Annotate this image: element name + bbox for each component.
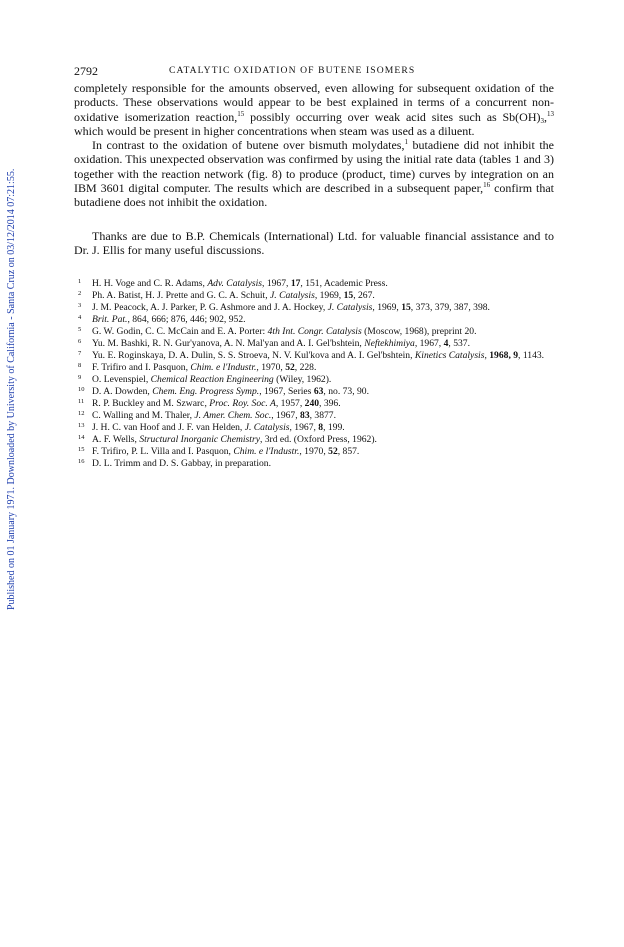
reference-number: 9 bbox=[78, 374, 82, 382]
citation-marker: 16 bbox=[483, 181, 491, 190]
reference-text: , 1967, bbox=[289, 422, 319, 434]
reference-item bbox=[74, 338, 554, 350]
reference-pages: , 396. bbox=[319, 398, 341, 410]
reference-volume: 1968, 9 bbox=[489, 350, 519, 362]
paragraph-butadiene bbox=[74, 138, 554, 209]
reference-item bbox=[74, 314, 554, 326]
reference-authors: Ph. A. Batist, H. J. Prette and G. C. A. Schuit, bbox=[92, 290, 271, 302]
reference-number: 5 bbox=[78, 326, 82, 334]
reference-pages: , no. 73, 90. bbox=[323, 386, 369, 398]
reference-item bbox=[74, 434, 554, 446]
paragraph-text: possibly occurring over weak acid sites such as Sb(OH) bbox=[244, 109, 541, 124]
reference-text: , 1967, bbox=[271, 410, 301, 422]
reference-list bbox=[74, 278, 554, 470]
reference-item bbox=[74, 398, 554, 410]
paragraph-text: which would be present in higher concentrations when steam was used as a diluent. bbox=[74, 123, 475, 138]
reference-item bbox=[74, 410, 554, 422]
reference-text: , 3rd ed. (Oxford Press, 1962). bbox=[259, 434, 377, 446]
reference-pages: , 228. bbox=[294, 362, 317, 374]
reference-text: (Moscow, 1968), preprint 20. bbox=[361, 326, 477, 338]
reference-number: 8 bbox=[78, 362, 82, 370]
reference-volume: 83 bbox=[300, 410, 310, 422]
reference-text: , 1970, bbox=[256, 362, 286, 374]
reference-text: , 864, 666; 876, 446; 902, 952. bbox=[127, 314, 246, 326]
reference-text: , 1969, bbox=[372, 302, 402, 314]
reference-number: 13 bbox=[78, 422, 85, 430]
reference-text: , 1969, bbox=[314, 290, 344, 302]
reference-number: 6 bbox=[78, 338, 82, 346]
reference-pages: , 1143. bbox=[518, 350, 545, 362]
reference-volume: 15 bbox=[343, 290, 354, 302]
reference-journal: 4th Int. Congr. Catalysis bbox=[267, 326, 362, 338]
reference-text: , 1967, bbox=[262, 278, 291, 290]
citation-marker: 15 bbox=[237, 109, 245, 118]
reference-volume: 4 bbox=[443, 338, 449, 350]
reference-number: 15 bbox=[78, 446, 85, 454]
reference-authors: D. A. Dowden, bbox=[92, 386, 153, 398]
citation-marker: 13 bbox=[547, 109, 554, 118]
reference-pages: , 151, Academic Press. bbox=[300, 278, 388, 290]
reference-item bbox=[74, 278, 554, 290]
reference-authors: Yu. M. Bashki, R. N. Gur'yanova, A. N. Mal'yan and A. I. Gel'bshtein, bbox=[92, 338, 365, 350]
reference-journal: Structural Inorganic Chemistry bbox=[139, 434, 260, 446]
reference-journal: J. Amer. Chem. Soc. bbox=[194, 410, 272, 422]
reference-journal: Neftekhimiya bbox=[364, 338, 415, 350]
reference-item bbox=[74, 386, 554, 398]
reference-authors: R. P. Buckley and M. Szwarc, bbox=[92, 398, 210, 410]
reference-text: , bbox=[484, 350, 490, 362]
reference-journal: J. Catalysis bbox=[244, 422, 290, 434]
citation-marker: 1 bbox=[404, 138, 408, 147]
reference-volume: 15 bbox=[401, 302, 411, 314]
paragraph-isomerization bbox=[74, 81, 554, 138]
reference-authors: G. W. Godin, C. C. McCain and E. A. Porter: bbox=[92, 326, 268, 338]
acknowledgements: Thanks are due to B.P. Chemicals (International) Ltd. for valuable financial assistance and to Dr. J. Ellis for many useful discussions. bbox=[74, 228, 554, 257]
reference-pages: , 267. bbox=[353, 290, 375, 302]
reference-journal: Chemical Reaction Engineering bbox=[150, 374, 274, 386]
reference-authors: F. Trifiro and I. Pasquon, bbox=[92, 362, 191, 374]
reference-journal: J. Catalysis bbox=[327, 302, 373, 314]
reference-volume: 52 bbox=[328, 446, 338, 458]
reference-item bbox=[74, 290, 554, 302]
reference-authors: J. H. C. van Hoof and J. F. van Helden, bbox=[92, 422, 245, 434]
paragraph-text: confirm that butadiene does not inhibit the oxidation. bbox=[74, 181, 554, 210]
reference-item bbox=[74, 326, 554, 338]
reference-number: 4 bbox=[78, 314, 82, 322]
reference-text: , 1967, Series bbox=[259, 386, 314, 398]
reference-journal: Chim. e l'Industr. bbox=[190, 362, 257, 374]
reference-item bbox=[74, 350, 554, 362]
reference-volume: 52 bbox=[285, 362, 295, 374]
reference-pages: , 537. bbox=[448, 338, 470, 350]
subscript: 3 bbox=[540, 116, 544, 125]
reference-item bbox=[74, 458, 554, 470]
paragraph-text: , bbox=[544, 109, 547, 124]
reference-journal: Chem. Eng. Progress Symp. bbox=[152, 386, 260, 398]
reference-volume: 240 bbox=[304, 398, 320, 410]
reference-number: 10 bbox=[78, 386, 85, 394]
reference-journal: Brit. Pat. bbox=[92, 314, 128, 326]
reference-number: 1 bbox=[78, 278, 82, 286]
reference-number: 14 bbox=[78, 434, 85, 442]
reference-number: 2 bbox=[78, 290, 82, 298]
reference-authors: Yu. E. Roginskaya, D. A. Dulin, S. S. Stroeva, N. V. Kul'kova and A. I. Gel'bshtein, bbox=[92, 350, 415, 362]
reference-authors: O. Levenspiel, bbox=[92, 374, 151, 386]
reference-number: 11 bbox=[78, 398, 85, 406]
reference-number: 3 bbox=[78, 302, 82, 310]
paragraph-text: In contrast to the oxidation of butene over bismuth molydates, bbox=[92, 138, 405, 153]
reference-journal: J. Catalysis bbox=[270, 290, 315, 302]
reference-journal: Kinetics Catalysis bbox=[414, 350, 485, 362]
reference-authors: J. M. Peacock, A. J. Parker, P. G. Ashmore and J. A. Hockey, bbox=[92, 302, 328, 314]
reference-item bbox=[74, 362, 554, 374]
reference-journal: Chim. e l'Industr. bbox=[233, 446, 300, 458]
reference-text: , 1957, bbox=[275, 398, 305, 410]
reference-pages: , 373, 379, 387, 398. bbox=[410, 302, 490, 314]
reference-pages: , 3877. bbox=[309, 410, 336, 422]
reference-item bbox=[74, 302, 554, 314]
paragraph-text: butadiene did not inhibit the oxidation. This unexpected observation was confirmed by using the initial rate data (tables 1 and 3) together with the reaction network (fig. 8) to produce (product, time) curves by integration on an IBM 3601 digital computer. The results which are described in a subsequent paper, bbox=[74, 138, 555, 196]
reference-text: , 1967, bbox=[414, 338, 444, 350]
page-header bbox=[74, 64, 554, 78]
reference-item bbox=[74, 374, 554, 386]
reference-pages: , 199. bbox=[323, 422, 345, 434]
reference-volume: 17 bbox=[290, 278, 301, 290]
reference-number: 12 bbox=[78, 410, 85, 418]
reference-item bbox=[74, 446, 554, 458]
reference-pages: , 857. bbox=[337, 446, 360, 458]
reference-authors: A. F. Wells, bbox=[92, 434, 140, 446]
running-title: CATALYTIC OXIDATION OF BUTENE ISOMERS bbox=[169, 65, 416, 76]
reference-item bbox=[74, 422, 554, 434]
reference-volume: 8 bbox=[318, 422, 324, 434]
reference-text: , 1970, bbox=[299, 446, 329, 458]
reference-authors: D. L. Trimm and D. S. Gabbay, in preparation. bbox=[92, 458, 271, 470]
reference-text: (Wiley, 1962). bbox=[273, 374, 332, 386]
reference-journal: Adv. Catalysis bbox=[207, 278, 263, 290]
reference-authors: H. H. Voge and C. R. Adams, bbox=[92, 278, 208, 290]
reference-volume: 63 bbox=[313, 386, 324, 398]
reference-journal: Proc. Roy. Soc. A bbox=[209, 398, 276, 410]
download-watermark-text: Published on 01 January 1971. Downloaded by University of California - Santa Cruz on 03/12/2014 07:21:55. bbox=[6, 168, 17, 610]
download-watermark bbox=[4, 130, 20, 610]
reference-number: 7 bbox=[78, 350, 82, 358]
reference-number: 16 bbox=[78, 458, 85, 466]
reference-authors: C. Walling and M. Thaler, bbox=[92, 410, 195, 422]
reference-authors: F. Trifiro, P. L. Villa and I. Pasquon, bbox=[92, 446, 234, 458]
paragraph-text: completely responsible for the amounts observed, even allowing for subsequent oxidation of the products. These observations would appear to be best explained in terms of a concurrent non-oxidative isomerization reaction, bbox=[74, 81, 554, 124]
article-body bbox=[74, 81, 554, 470]
page-number: 2792 bbox=[74, 64, 98, 78]
